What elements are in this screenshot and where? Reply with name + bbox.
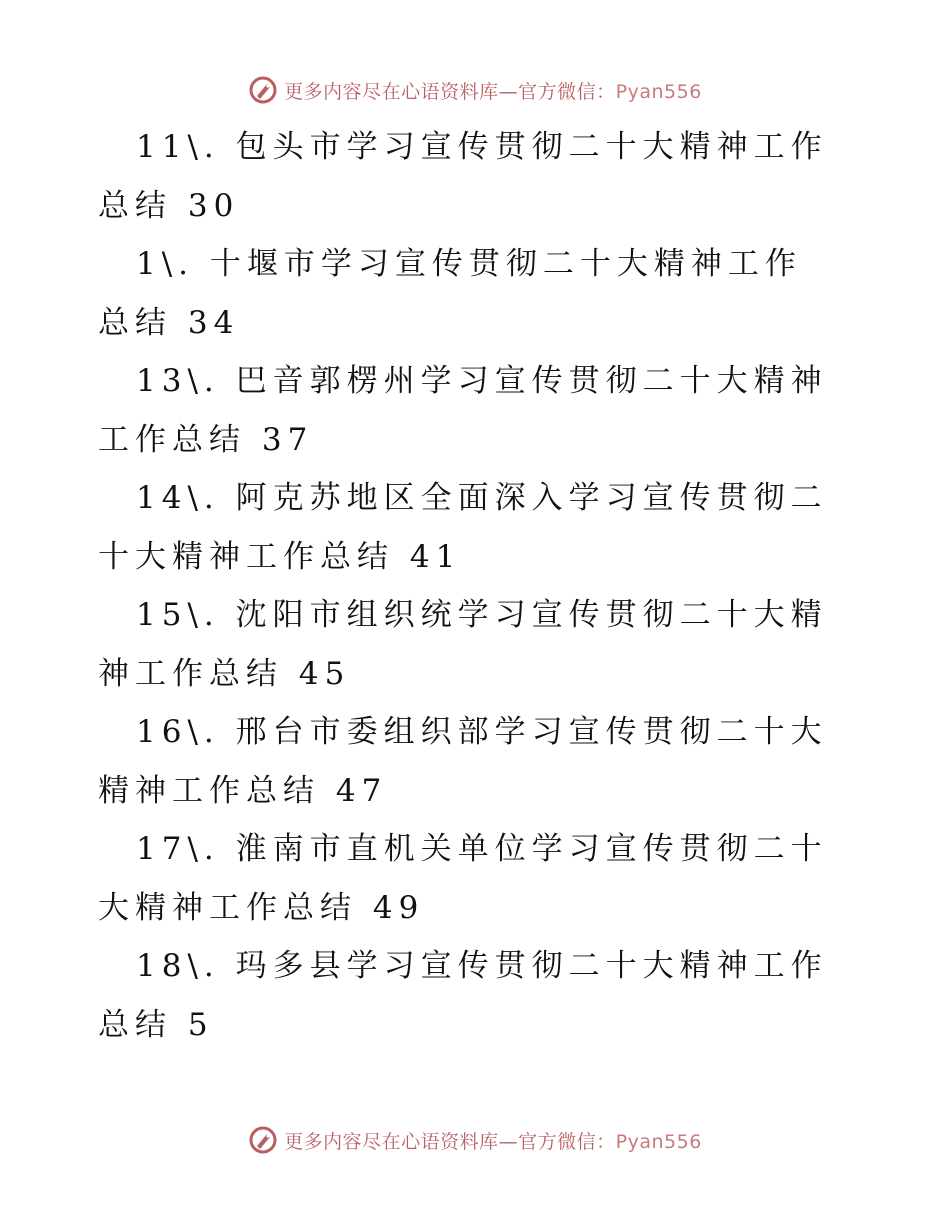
toc-item[interactable] (98, 586, 838, 703)
toc-item-label: 16\. 邢台市委组织部学习宣传贯彻二十大精神工作总结 (98, 714, 828, 809)
footer-banner (0, 1123, 950, 1157)
toc-item-page: 47 (335, 772, 388, 809)
table-of-contents (98, 118, 838, 1054)
toc-item[interactable] (98, 469, 838, 586)
toc-item-page: 5 (187, 1006, 214, 1043)
toc-item[interactable] (98, 352, 838, 469)
toc-item-page: 41 (409, 538, 462, 575)
toc-item-page: 45 (298, 655, 351, 692)
toc-item-page: 49 (372, 889, 425, 926)
header-banner-text (284, 77, 702, 104)
footer-banner-main: 更多内容尽在心语资料库—官方微信： (284, 1130, 616, 1153)
toc-item-page: 30 (187, 187, 240, 224)
footer-banner-wechat-id: Pyan556 (615, 1130, 702, 1153)
toc-item-label: 13\. 巴音郭楞州学习宣传贯彻二十大精神工作总结 (98, 363, 828, 458)
toc-item-page: 34 (187, 304, 240, 341)
toc-item-label: 15\. 沈阳市组织统学习宣传贯彻二十大精神工作总结 (98, 597, 828, 692)
toc-item-label: 11\. 包头市学习宣传贯彻二十大精神工作总结 (98, 129, 828, 224)
toc-item-label: 18\. 玛多县学习宣传贯彻二十大精神工作总结 (98, 948, 828, 1043)
toc-item-label: 14\. 阿克苏地区全面深入学习宣传贯彻二十大精神工作总结 (98, 480, 828, 575)
pen-nib-logo-icon (248, 1125, 278, 1155)
toc-item[interactable] (98, 235, 838, 352)
header-banner-wechat-id: Pyan556 (615, 80, 702, 103)
toc-item[interactable] (98, 937, 838, 1054)
toc-item[interactable] (98, 118, 838, 235)
pen-nib-logo-icon (248, 75, 278, 105)
toc-item-page: 37 (261, 421, 314, 458)
toc-item-label: 17\. 淮南市直机关单位学习宣传贯彻二十大精神工作总结 (98, 831, 828, 926)
toc-item[interactable] (98, 703, 838, 820)
toc-item[interactable] (98, 820, 838, 937)
toc-item-label: 1\. 十堰市学习宣传贯彻二十大精神工作总结 (98, 246, 802, 341)
footer-banner-text (284, 1127, 702, 1154)
header-banner-main: 更多内容尽在心语资料库—官方微信： (284, 80, 616, 103)
header-banner (0, 73, 950, 107)
